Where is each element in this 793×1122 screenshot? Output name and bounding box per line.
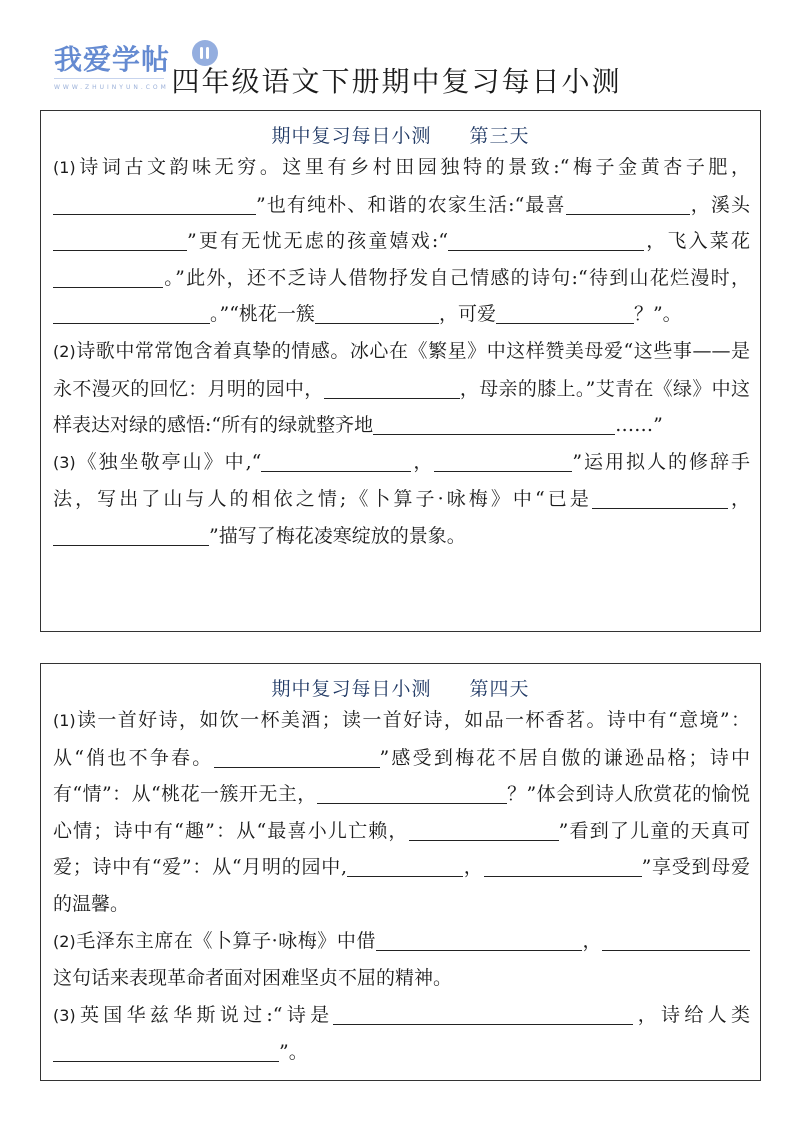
answer-blank[interactable] bbox=[580, 303, 634, 324]
page-title: 四年级语文下册期中复习每日小测 bbox=[171, 65, 622, 98]
question-text: ， bbox=[581, 929, 602, 952]
question-text: 英国华兹华斯说过:“诗是 bbox=[75, 1003, 334, 1026]
answer-blank[interactable] bbox=[333, 1004, 633, 1025]
answer-blank[interactable] bbox=[455, 414, 615, 435]
question-text: ， bbox=[463, 856, 484, 879]
answer-blank[interactable] bbox=[53, 1041, 279, 1062]
question-text: ， bbox=[727, 488, 750, 511]
answer-blank[interactable] bbox=[434, 451, 572, 472]
answer-blank[interactable] bbox=[53, 194, 256, 215]
answer-blank[interactable] bbox=[489, 820, 559, 841]
answer-blank[interactable] bbox=[317, 783, 507, 804]
question-text: ……” bbox=[615, 414, 663, 437]
question-text: ？”。 bbox=[633, 303, 682, 326]
question-text: ”看到了儿童的天真可爱；诗中有“爱”：从“月明的园中, bbox=[53, 819, 750, 879]
question-number: (2) bbox=[53, 341, 76, 361]
question-text: ，母亲的膝 bbox=[459, 377, 557, 400]
answer-blank[interactable] bbox=[566, 194, 690, 215]
question-text: 上。”艾青在《绿》中这样表达对绿的感悟:“所有的绿就整齐地 bbox=[53, 377, 750, 437]
question-text: 入菜花 bbox=[688, 230, 750, 253]
question-number: (1) bbox=[53, 711, 76, 730]
question-text: ，诗给人 bbox=[633, 1003, 731, 1026]
answer-blank[interactable] bbox=[602, 930, 650, 951]
answer-blank[interactable] bbox=[409, 820, 489, 841]
day4-day-label: 第四天 bbox=[469, 678, 530, 700]
answer-blank[interactable] bbox=[373, 414, 455, 435]
question-text: 些事——是永不漫灭的回忆：月明的园中， bbox=[53, 339, 750, 400]
logo-subtext: WWW.ZHUINYUN.COM bbox=[54, 84, 169, 91]
question-number: (3) bbox=[53, 1005, 76, 1025]
question-text: ”享受到母爱的温馨。 bbox=[53, 856, 750, 915]
question-text: 这句话来表现革命者面对困难坚贞不屈的精神。 bbox=[53, 967, 453, 990]
day3-title-text: 期中复习每日小测 bbox=[271, 125, 432, 147]
question-text: 品格；诗中有“情”：从“桃花一簇开无主， bbox=[53, 746, 750, 806]
day4-question-1 bbox=[53, 702, 750, 923]
answer-blank[interactable] bbox=[592, 488, 672, 509]
question-text: 类 bbox=[730, 1003, 750, 1026]
day4-title-text: 期中复习每日小测 bbox=[271, 678, 432, 700]
day3-question-3 bbox=[53, 444, 750, 555]
question-number: (1) bbox=[53, 158, 76, 177]
question-number: (3) bbox=[53, 452, 76, 472]
day3-question-1 bbox=[53, 149, 750, 333]
question-number: (2) bbox=[53, 931, 76, 951]
day4-title bbox=[41, 674, 760, 702]
day4-question-2 bbox=[53, 923, 750, 997]
question-text: ”描写了梅花凌寒绽放的景象。 bbox=[209, 524, 466, 547]
logo-text: 我爱学帖 bbox=[54, 43, 171, 76]
question-text: ”。 bbox=[279, 1041, 308, 1064]
answer-blank[interactable] bbox=[315, 303, 439, 324]
answer-blank[interactable] bbox=[261, 451, 411, 472]
answer-blank[interactable] bbox=[496, 303, 580, 324]
day3-question-2 bbox=[53, 333, 750, 444]
answer-blank[interactable] bbox=[53, 230, 187, 251]
day4-question-3 bbox=[53, 997, 750, 1071]
question-text: “意境”：从“俏也不争春。 bbox=[53, 709, 750, 769]
answer-blank[interactable] bbox=[484, 856, 642, 877]
day3-title bbox=[41, 121, 760, 149]
question-text: 毛泽东主席在《卜算子·咏梅》中借 bbox=[75, 929, 376, 952]
answer-blank[interactable] bbox=[376, 930, 582, 951]
answer-blank[interactable] bbox=[53, 525, 209, 546]
answer-blank[interactable] bbox=[347, 856, 409, 877]
question-text: ”运用拟人的 bbox=[572, 450, 689, 473]
answer-blank[interactable] bbox=[53, 303, 210, 324]
question-text: ”感受到梅花不居自傲的谦逊 bbox=[379, 746, 647, 769]
question-text: 。”此外，还不乏诗人借物抒发自己情感的诗句:“待到 bbox=[163, 266, 630, 289]
question-text: 溪头 bbox=[710, 193, 750, 216]
question-text: ”更有无忧无虑的孩童嬉戏:“ bbox=[187, 230, 449, 253]
answer-blank[interactable] bbox=[324, 378, 460, 399]
question-text: ， bbox=[411, 450, 435, 473]
question-text: 山花烂漫时， bbox=[629, 266, 750, 289]
question-text: 诗词古文韵味无穷。这里有乡村田园独特的景致:“梅子金黄杏子肥， bbox=[75, 156, 750, 178]
question-text: 。”“桃花一簇 bbox=[210, 303, 315, 326]
answer-blank[interactable] bbox=[214, 747, 380, 768]
question-text: ，飞 bbox=[644, 230, 689, 253]
answer-blank[interactable] bbox=[650, 930, 750, 951]
answer-blank[interactable] bbox=[672, 488, 728, 509]
question-text: ， bbox=[689, 193, 711, 216]
answer-blank[interactable] bbox=[448, 230, 644, 251]
day4-quiz-box bbox=[40, 663, 761, 1081]
question-text: 诗歌中常常饱含着真挚的情感。冰心在《繁星》中这样赞美母爱“这 bbox=[75, 339, 654, 362]
question-text: 读一首好诗，如饮一杯美酒；读一首好诗，如品一杯香茗。诗中有 bbox=[75, 709, 669, 731]
question-text: 《独坐敬亭山》中,“ bbox=[75, 450, 262, 473]
question-text: ，可爱 bbox=[438, 303, 496, 326]
day3-questions bbox=[41, 149, 760, 555]
day3-quiz-box bbox=[40, 110, 761, 632]
question-text: ”也有纯朴、和谐的农家生活:“最喜 bbox=[256, 193, 566, 216]
day4-questions bbox=[41, 702, 760, 1071]
day3-day-label: 第三天 bbox=[469, 125, 530, 147]
answer-blank[interactable] bbox=[409, 856, 463, 877]
answer-blank[interactable] bbox=[53, 267, 163, 288]
question-text: 修辞手法，写出了山与人的相依之情;《卜算子·咏梅》中“已是 bbox=[53, 450, 750, 511]
question-text: 诗人欣赏花的愉悦心情；诗中有“趣”：从“最喜小儿亡赖， bbox=[53, 783, 750, 842]
question-text: ？”体会到 bbox=[506, 783, 595, 806]
